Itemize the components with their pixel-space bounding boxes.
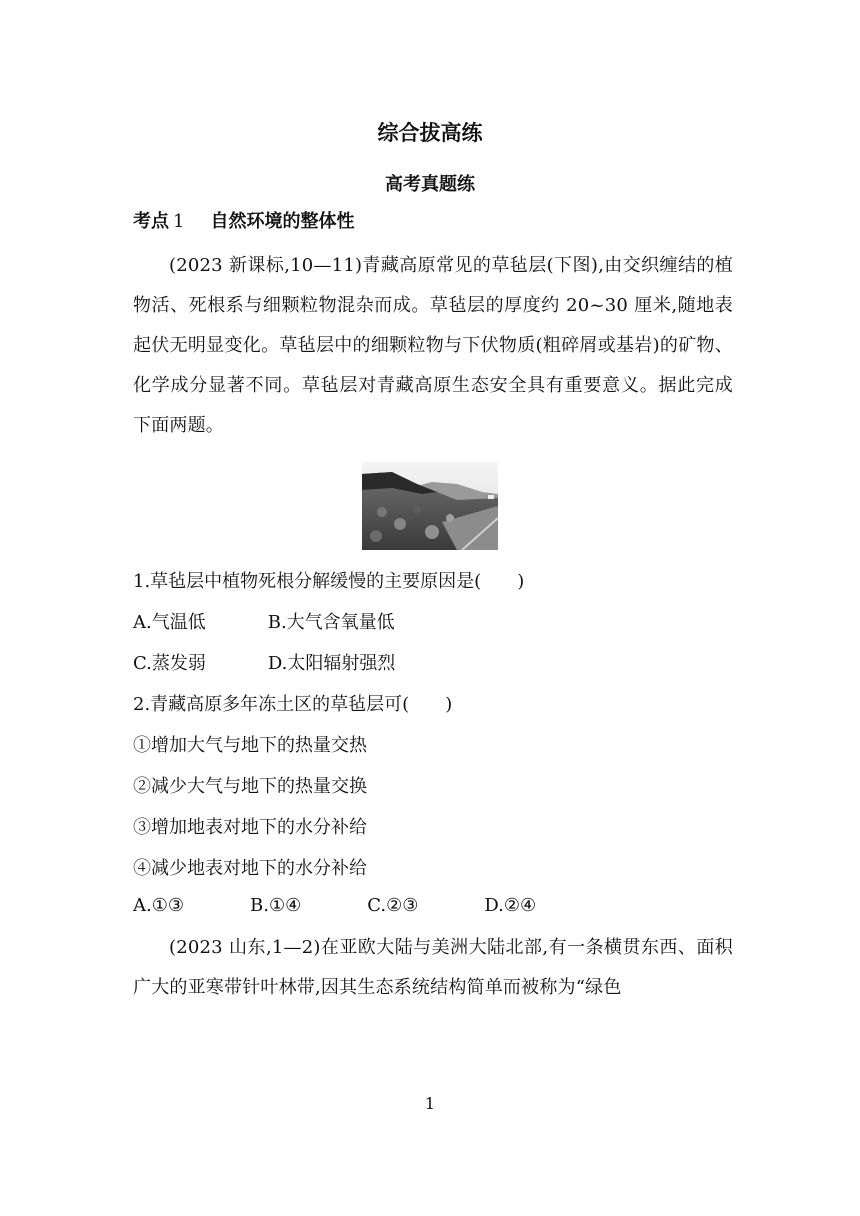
q1-option-d: D.太阳辐射强烈 bbox=[267, 653, 396, 674]
question-1: 1.草毡层中植物死根分解缓慢的主要原因是( ) bbox=[133, 571, 525, 592]
q2-option-a: A.①③ bbox=[133, 895, 184, 916]
section-heading bbox=[133, 207, 354, 233]
q1-option-b: B.大气含氧量低 bbox=[267, 612, 395, 633]
q1-option-c: C.蒸发弱 bbox=[133, 653, 206, 674]
section-label: 考点 bbox=[133, 211, 169, 232]
section-number: 1 bbox=[173, 211, 185, 232]
passage-1: (2023 新课标,10—11)青藏高原常见的草毡层(下图),由交织缠结的植物活、死根系与细颗粒物混杂而成。草毡层的厚度约 20~30 厘米,随地表起伏无明显变化。草毡层中的细颗粒物与下伏物质(粗碎屑或基岩)的矿物、化学成分显著不同。草毡层对青藏高原生态安全具有重要意义。据此完成下面两题。 bbox=[133, 255, 733, 436]
q1-options-row-2 bbox=[133, 649, 395, 675]
grass-mat-photo bbox=[362, 462, 498, 550]
q2-statement-2: ②减少大气与地下的热量交换 bbox=[133, 776, 367, 797]
q2-options-row bbox=[133, 895, 536, 916]
passage-2: (2023 山东,1—2)在亚欧大陆与美洲大陆北部,有一条横贯东西、面积广大的亚寒带针叶林带,因其生态系统结构简单而被称为“绿色 bbox=[133, 937, 733, 998]
q2-statement-3: ③增加地表对地下的水分补给 bbox=[133, 817, 367, 838]
q1-option-a: A.气温低 bbox=[133, 612, 206, 633]
page-title: 综合拔高练 bbox=[377, 121, 483, 145]
q2-option-d: D.②④ bbox=[484, 895, 537, 916]
q1-options-row-1 bbox=[133, 608, 395, 634]
section-title: 自然环境的整体性 bbox=[210, 211, 355, 232]
q2-statement-1: ①增加大气与地下的热量交热 bbox=[133, 735, 367, 756]
page-number: 1 bbox=[424, 1094, 436, 1113]
page-subtitle: 高考真题练 bbox=[385, 174, 475, 195]
q2-option-b: B.①④ bbox=[250, 895, 302, 916]
q2-statement-4: ④减少地表对地下的水分补给 bbox=[133, 858, 367, 879]
q2-option-c: C.②③ bbox=[367, 895, 419, 916]
question-2: 2.青藏高原多年冻土区的草毡层可( ) bbox=[133, 694, 453, 715]
